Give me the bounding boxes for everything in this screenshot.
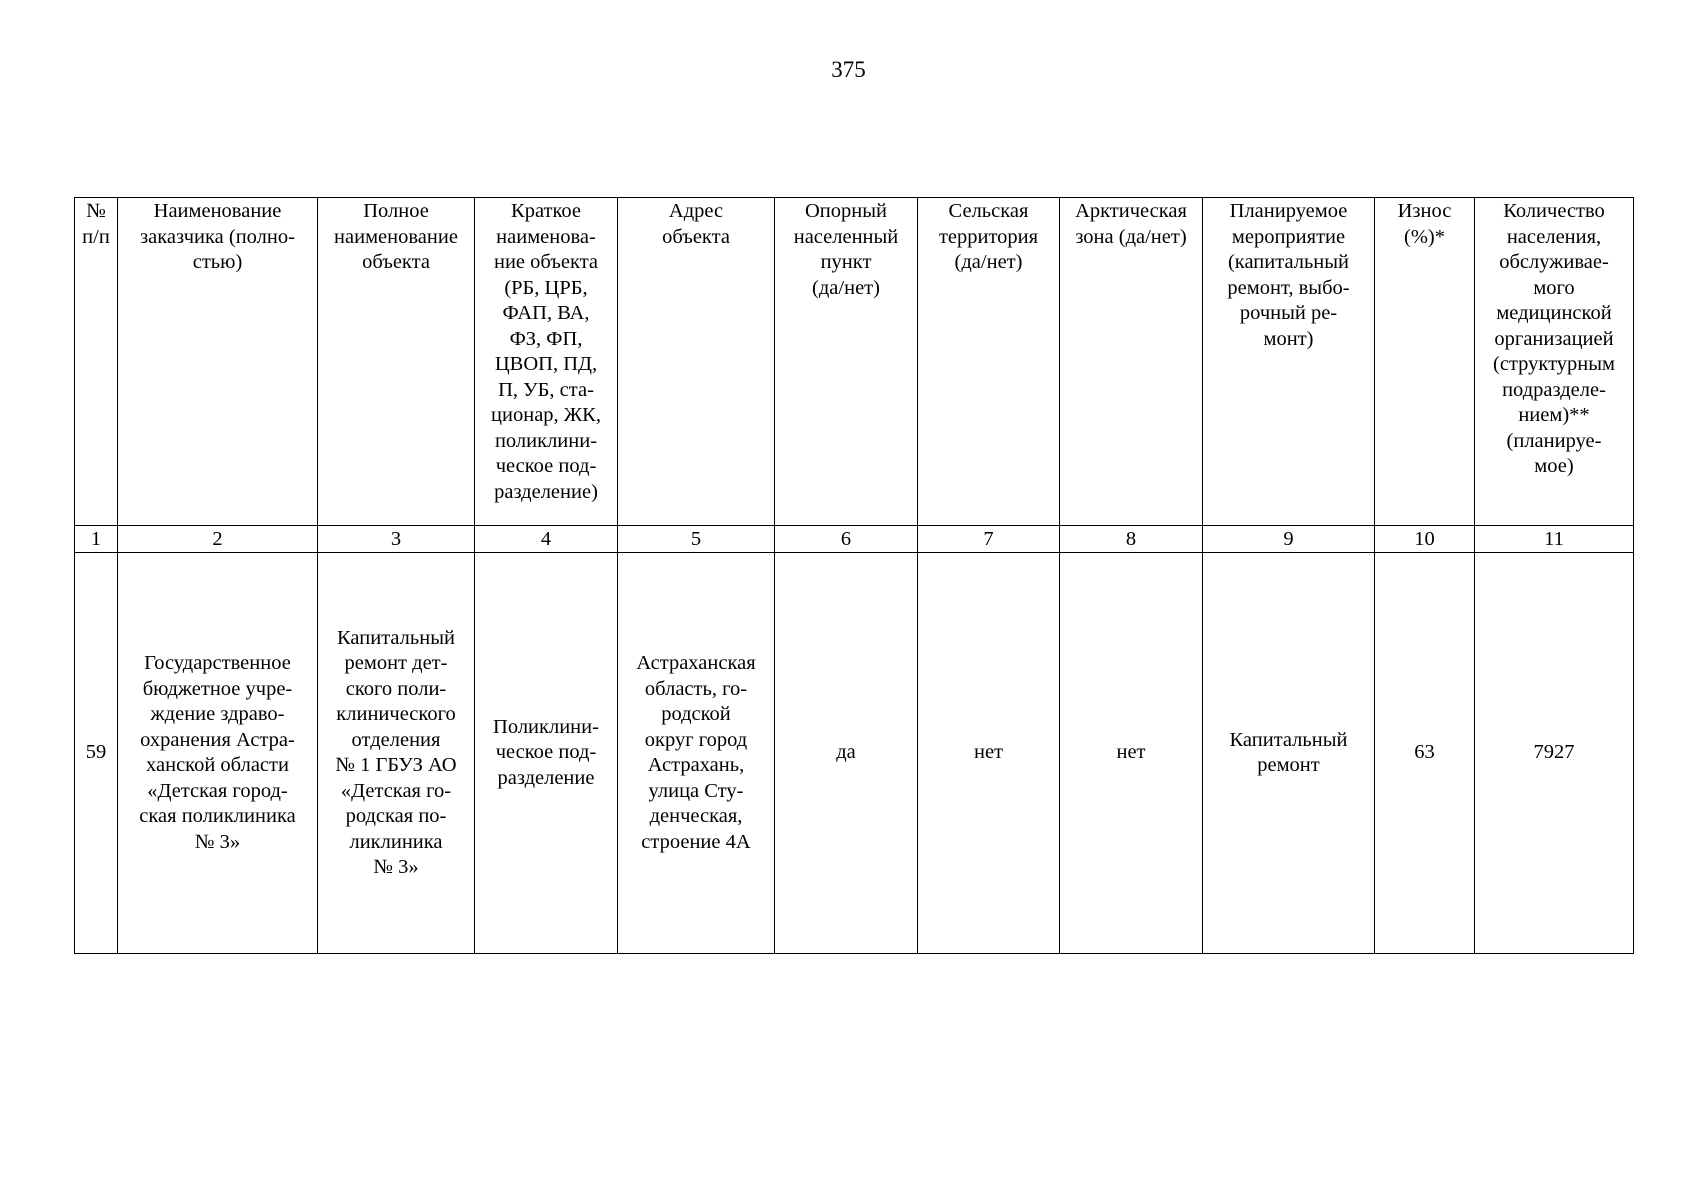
cell-rural-territory: нет — [918, 553, 1060, 954]
header-wear-percent: Износ (%)* — [1375, 198, 1475, 526]
cell-object-full-name: Капитальный ремонт дет- ского поли- клинического отделения № 1 ГБУЗ АО «Детская го- родская по- ликлиника № 3» — [318, 553, 475, 954]
header-customer-name: Наименование заказчика (полно- стью) — [118, 198, 318, 526]
header-population-served: Количество населения, обслуживае- мого медицинской организацией (структурным подразделе- нием)** (планируе- мое) — [1475, 198, 1634, 526]
cell-planned-measure: Капитальный ремонт — [1203, 553, 1375, 954]
column-number: 9 — [1203, 526, 1375, 553]
cell-wear-percent: 63 — [1375, 553, 1475, 954]
table-row — [75, 553, 1634, 954]
column-number-row — [75, 526, 1634, 553]
header-base-settlement: Опорный населенный пункт (да/нет) — [775, 198, 918, 526]
header-arctic-zone: Арктическая зона (да/нет) — [1060, 198, 1203, 526]
header-rural-territory: Сельская территория (да/нет) — [918, 198, 1060, 526]
column-number: 7 — [918, 526, 1060, 553]
cell-population-served: 7927 — [1475, 553, 1634, 954]
page-number: 375 — [831, 57, 866, 82]
cell-arctic-zone: нет — [1060, 553, 1203, 954]
column-number: 4 — [475, 526, 618, 553]
header-object-short-name: Краткое наименова- ние объекта (РБ, ЦРБ, ФАП, ВА, ФЗ, ФП, ЦВОП, ПД, П, УБ, ста- ционар, ЖК, поликлини- ческое под- разделение) — [475, 198, 618, 526]
column-number: 8 — [1060, 526, 1203, 553]
header-row-number: № п/п — [75, 198, 118, 526]
table-header-row — [75, 198, 1634, 526]
cell-base-settlement: да — [775, 553, 918, 954]
data-table — [74, 197, 1634, 954]
column-number: 5 — [618, 526, 775, 553]
cell-object-short-name: Поликлини- ческое под- разделение — [475, 553, 618, 954]
column-number: 6 — [775, 526, 918, 553]
column-number: 3 — [318, 526, 475, 553]
cell-row-number: 59 — [75, 553, 118, 954]
column-number: 2 — [118, 526, 318, 553]
column-number: 11 — [1475, 526, 1634, 553]
cell-customer-name: Государственное бюджетное учре- ждение здраво- охранения Астра- ханской области «Детская город- ская поликлиника № 3» — [118, 553, 318, 954]
cell-object-address: Астраханская область, го- родской округ город Астрахань, улица Сту- денческая, строение 4А — [618, 553, 775, 954]
column-number: 1 — [75, 526, 118, 553]
header-object-full-name: Полное наименование объекта — [318, 198, 475, 526]
column-number: 10 — [1375, 526, 1475, 553]
header-object-address: Адрес объекта — [618, 198, 775, 526]
header-planned-measure: Планируемое мероприятие (капитальный ремонт, выбо- рочный ре- монт) — [1203, 198, 1375, 526]
